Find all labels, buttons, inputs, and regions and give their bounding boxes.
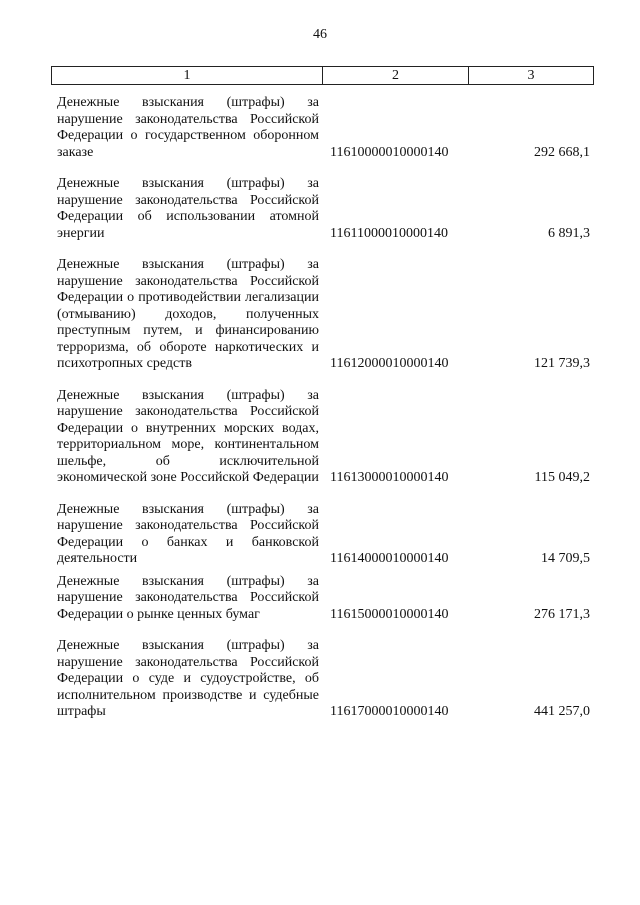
row-description: Денежные взыскания (штрафы) за нарушение законодательства Российской Федерации о внутренних морских водах, территориальном море, континентальном шельфе, об исключительной экономической зоне Российской Федерации: [57, 387, 319, 485]
row-description: Денежные взыскания (штрафы) за нарушение законодательства Российской Федерации о противодействии легализации (отмыванию) доходов, полученных преступным путем, и финансированию терроризма, об обороте наркотических и психотропных средств: [57, 257, 319, 371]
row-code: 11611000010000140: [330, 225, 448, 241]
row-description: Денежные взыскания (штрафы) за нарушение законодательства Российской Федерации о государственном оборонном заказе: [57, 95, 319, 160]
row-amount: 115 049,2: [534, 470, 590, 485]
row-amount: 441 257,0: [534, 704, 590, 719]
row-code: 11617000010000140: [330, 704, 449, 719]
row-code: 11612000010000140: [330, 356, 449, 371]
row-code: 11613000010000140: [330, 470, 449, 485]
page-number: 46: [313, 27, 327, 42]
column-header-2: 2: [323, 67, 469, 84]
table-row: [51, 257, 594, 373]
table-row: [51, 574, 594, 624]
table-row: [51, 638, 594, 721]
row-description: Денежные взыскания (штрафы) за нарушение законодательства Российской Федерации об использовании атомной энергии: [57, 176, 319, 241]
row-code: 11610000010000140: [330, 144, 449, 160]
column-header-1: 1: [52, 67, 323, 84]
table-row: [51, 388, 594, 487]
table-row: [51, 176, 594, 242]
table-header: [51, 66, 594, 85]
row-description: Денежные взыскания (штрафы) за нарушение законодательства Российской Федерации о рынке ценных бумаг: [57, 573, 319, 622]
row-amount: 276 171,3: [534, 606, 590, 622]
row-description: Денежные взыскания (штрафы) за нарушение законодательства Российской Федерации о суде и судоустройстве, об исполнительном производстве и судебные штрафы: [57, 638, 319, 719]
row-amount: 6 891,3: [548, 225, 590, 241]
row-amount: 292 668,1: [534, 144, 590, 160]
table-row: [51, 95, 594, 161]
column-header-3: 3: [527, 68, 535, 83]
row-amount: 121 739,3: [534, 356, 590, 371]
row-description: Денежные взыскания (штрафы) за нарушение законодательства Российской Федерации о банках и банковской деятельности: [57, 501, 319, 566]
row-code: 11615000010000140: [330, 606, 449, 622]
table-row: [51, 502, 594, 568]
budget-table: [51, 66, 594, 721]
row-code: 11614000010000140: [330, 551, 449, 566]
row-amount: 14 709,5: [541, 551, 590, 566]
